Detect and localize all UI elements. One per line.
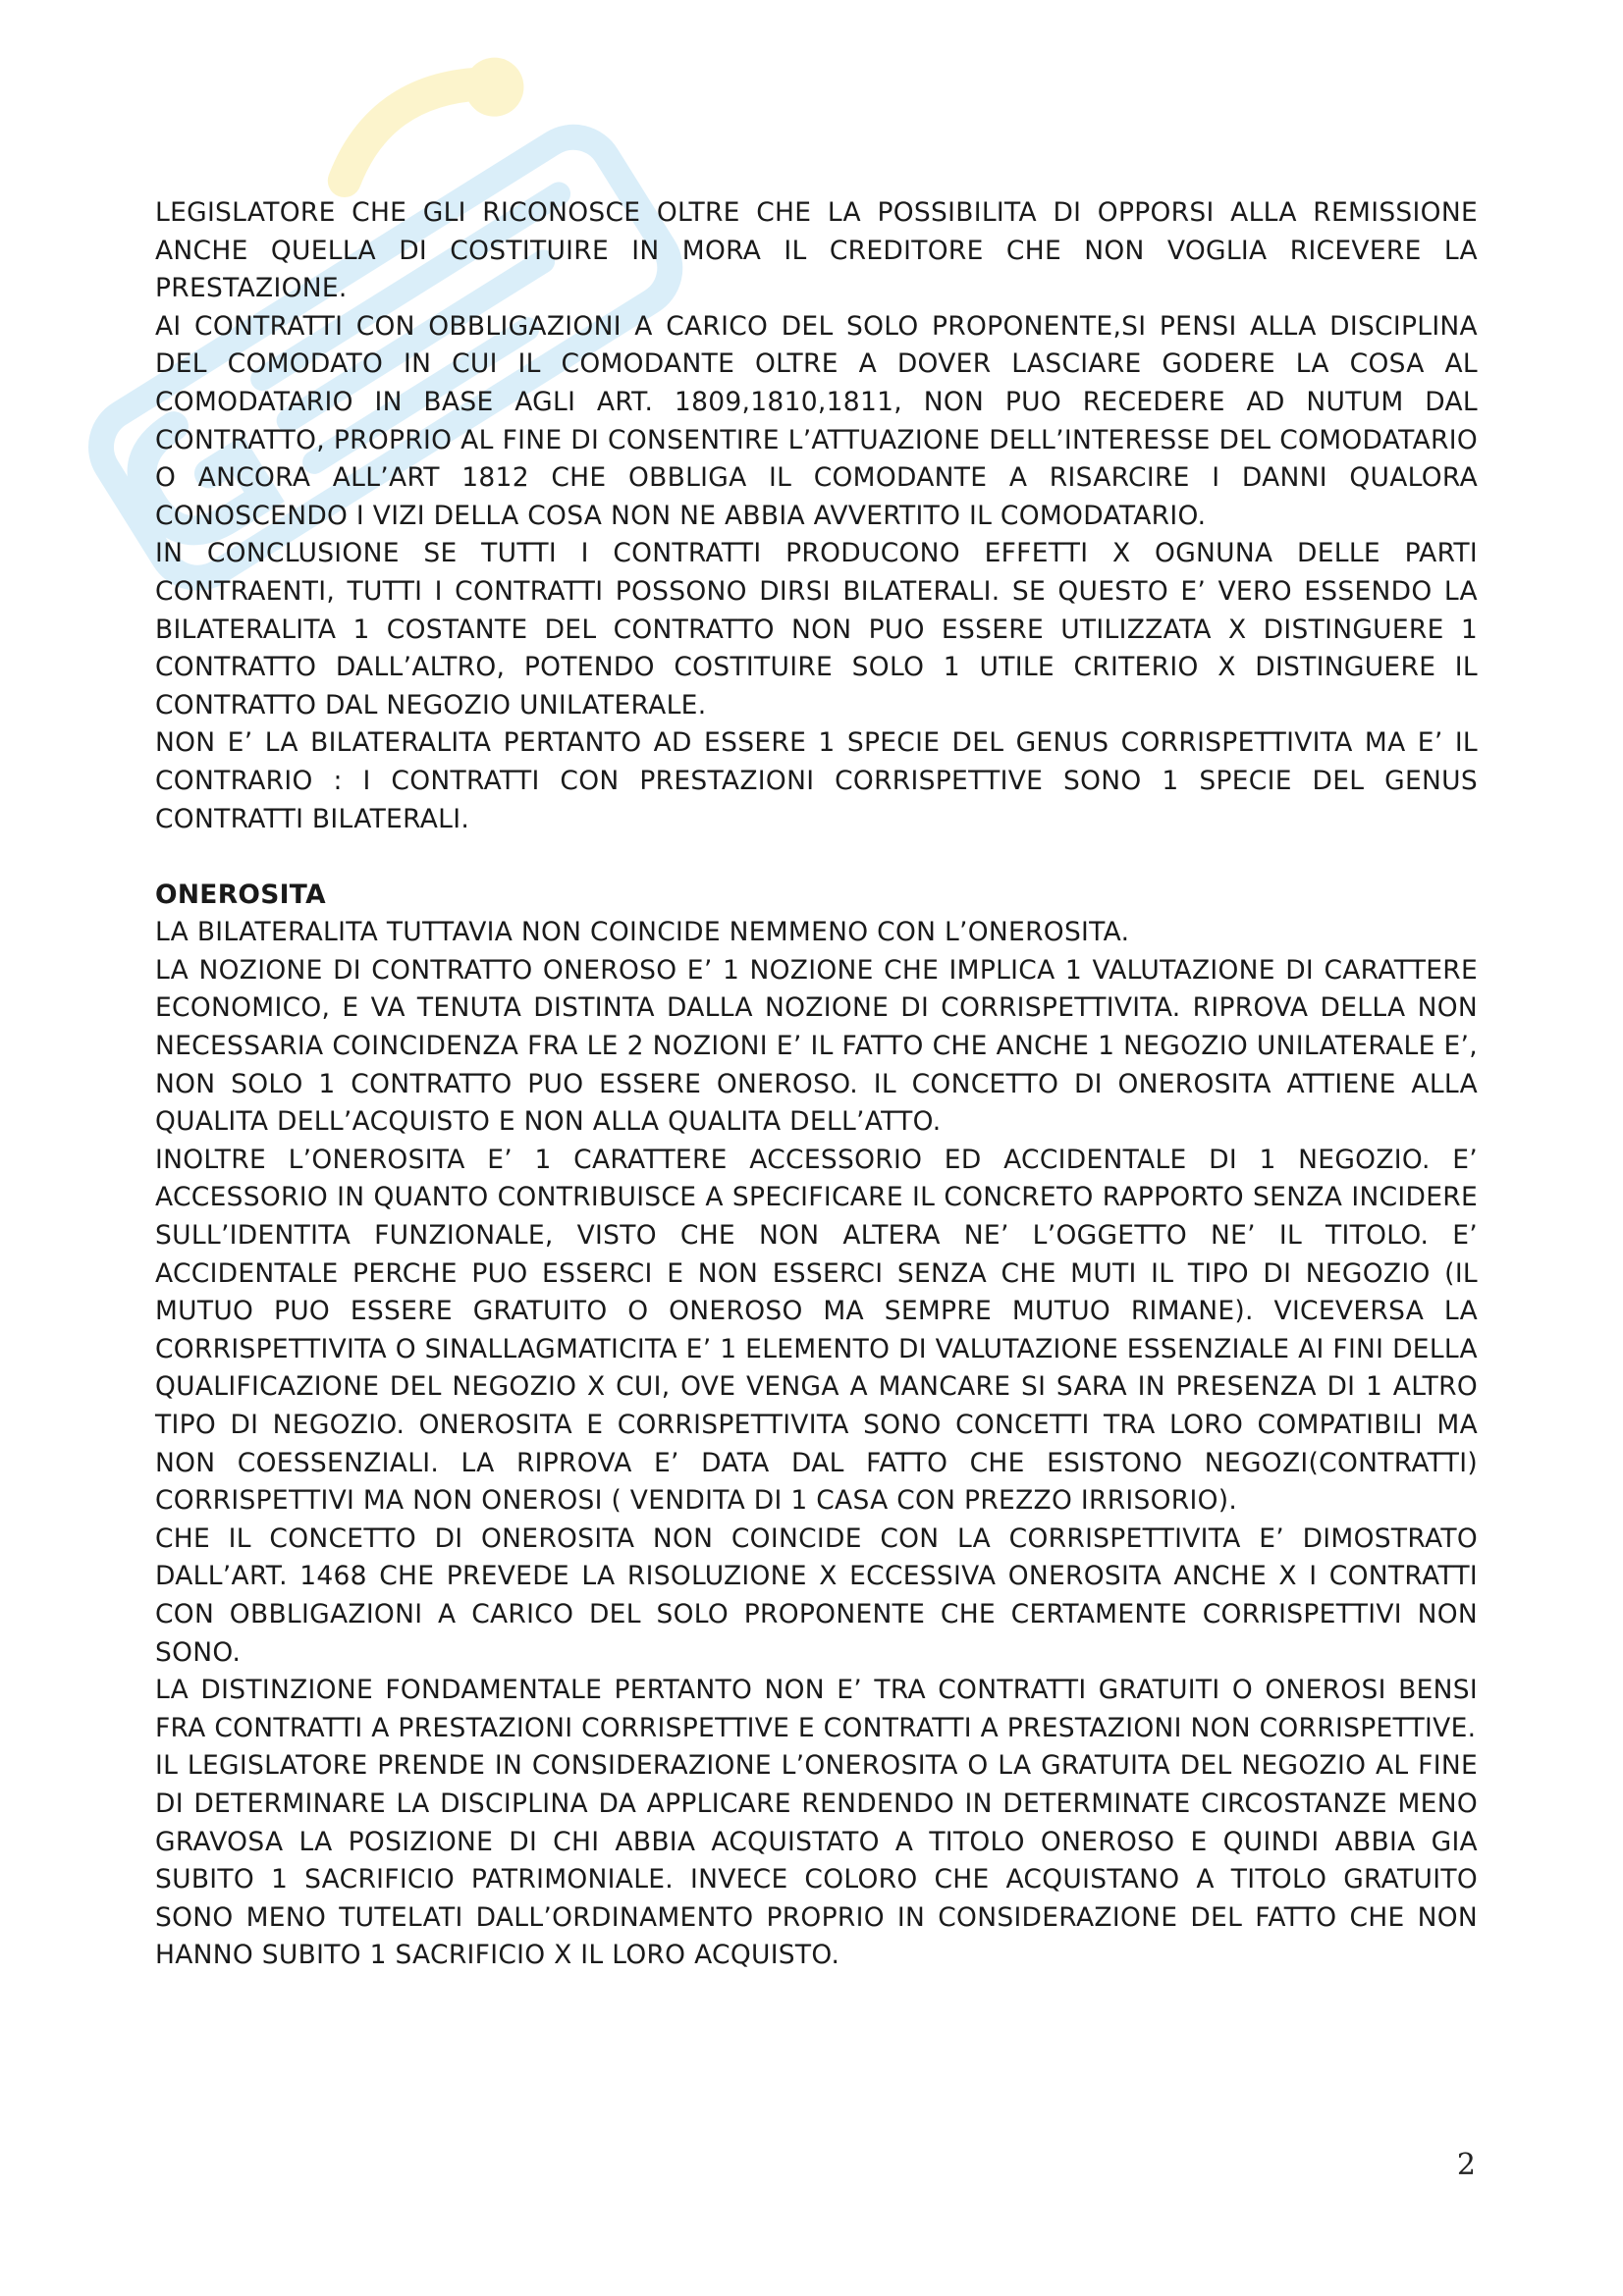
- paragraph: LA DISTINZIONE FONDAMENTALE PERTANTO NON E’ TRA CONTRATTI GRATUITI O ONEROSI BENSI FRA CONTRATTI A PRESTAZIONI CORRISPETTIVE E CONTRATTI A PRESTAZIONI NON CORRISPETTIVE.: [155, 1675, 1478, 1743]
- paragraph: CHE IL CONCETTO DI ONEROSITA NON COINCIDE CON LA CORRISPETTIVITA E’ DIMOSTRATO DALL’ART. 1468 CHE PREVEDE LA RISOLUZIONE X ECCESSIVA ONEROSITA ANCHE X I CONTRATTI CON OBBLIGAZIONI A CARICO DEL SOLO PROPONENTE CHE CERTAMENTE CORRISPETTIVI NON SONO.: [155, 1522, 1478, 1668]
- paragraph: IL LEGISLATORE PRENDE IN CONSIDERAZIONE L’ONEROSITA O LA GRATUITA DEL NEGOZIO AL FINE DI DETERMINARE LA DISCIPLINA DA APPLICARE RENDENDO IN DETERMINATE CIRCOSTANZE MENO GRAVOSA LA POSIZIONE DI CHI ABBIA ACQUISTATO A TITOLO ONEROSO E QUINDI ABBIA GIA SUBITO 1 SACRIFICIO PATRIMONIALE. INVECE COLORO CHE ACQUISTANO A TITOLO GRATUITO SONO MENO TUTELATI DALL’ORDINAMENTO PROPRIO IN CONSIDERAZIONE DEL FATTO CHE NON HANNO SUBITO 1 SACRIFICIO X IL LORO ACQUISTO.: [155, 1750, 1478, 1971]
- paragraph: INOLTRE L’ONEROSITA E’ 1 CARATTERE ACCESSORIO ED ACCIDENTALE DI 1 NEGOZIO. E’ ACCESSORIO IN QUANTO CONTRIBUISCE A SPECIFICARE IL CONCRETO RAPPORTO SENZA INCIDERE SULL’IDENTITA FUNZIONALE, VISTO CHE NON ALTERA NE’ L’OGGETTO NE’ IL TITOLO. E’ ACCIDENTALE PERCHE PUO ESSERCI E NON ESSERCI SENZA CHE MUTI IL TIPO DI NEGOZIO (IL MUTUO PUO ESSERE GRATUITO O ONEROSO MA SEMPRE MUTUO RIMANE). VICEVERSA LA CORRISPETTIVITA O SINALLAGMATICITA E’ 1 ELEMENTO DI VALUTAZIONE ESSENZIALE AI FINI DELLA QUALIFICAZIONE DEL NEGOZIO X CUI, OVE VENGA A MANCARE SI SARA IN PRESENZA DI 1 ALTRO TIPO DI NEGOZIO. ONEROSITA E CORRISPETTIVITA SONO CONCETTI TRA LORO COMPATIBILI MA NON COESSENZIALI. LA RIPROVA E’ DATA DAL FATTO CHE ESISTONO NEGOZI(CONTRATTI) CORRISPETTIVI MA NON ONEROSI ( VENDITA DI 1 CASA CON PREZZO IRRISORIO).: [155, 1144, 1478, 1517]
- paragraph: AI CONTRATTI CON OBBLIGAZIONI A CARICO DEL SOLO PROPONENTE,SI PENSI ALLA DISCIPLINA DEL COMODATO IN CUI IL COMODANTE OLTRE A DOVER LASCIARE GODERE LA COSA AL COMODATARIO IN BASE AGLI ART. 1809,1810,1811, NON PUO RECEDERE AD NUTUM DAL CONTRATTO, PROPRIO AL FINE DI CONSENTIRE L’ATTUAZIONE DELL’INTERESSE DEL COMODATARIO O ANCORA ALL’ART 1812 CHE OBBLIGA IL COMODANTE A RISARCIRE I DANNI QUALORA CONOSCENDO I VIZI DELLA COSA NON NE ABBIA AVVERTITO IL COMODATARIO.: [155, 310, 1478, 531]
- paragraph: NON E’ LA BILATERALITA PERTANTO AD ESSERE 1 SPECIE DEL GENUS CORRISPETTIVITA MA E’ IL CONTRARIO : I CONTRATTI CON PRESTAZIONI CORRISPETTIVE SONO 1 SPECIE DEL GENUS CONTRATTI BILATERALI.: [155, 727, 1478, 834]
- paragraph: LEGISLATORE CHE GLI RICONOSCE OLTRE CHE LA POSSIBILITA DI OPPORSI ALLA REMISSIONE ANCHE QUELLA DI COSTITUIRE IN MORA IL CREDITORE CHE NON VOGLIA RICEVERE LA PRESTAZIONE.: [155, 197, 1478, 304]
- section-heading: ONEROSITA: [155, 879, 326, 910]
- blank-line: [155, 838, 1478, 877]
- page-number: 2: [1456, 2148, 1476, 2182]
- document-body: [155, 194, 1478, 1975]
- paragraph: IN CONCLUSIONE SE TUTTI I CONTRATTI PRODUCONO EFFETTI X OGNUNA DELLE PARTI CONTRAENTI, TUTTI I CONTRATTI POSSONO DIRSI BILATERALI. SE QUESTO E’ VERO ESSENDO LA BILATERALITA 1 COSTANTE DEL CONTRATTO NON PUO ESSERE UTILIZZATA X DISTINGUERE 1 CONTRATTO DALL’ALTRO, POTENDO COSTITUIRE SOLO 1 UTILE CRITERIO X DISTINGUERE IL CONTRATTO DAL NEGOZIO UNILATERALE.: [155, 538, 1478, 721]
- paragraph: LA NOZIONE DI CONTRATTO ONEROSO E’ 1 NOZIONE CHE IMPLICA 1 VALUTAZIONE DI CARATTERE ECONOMICO, E VA TENUTA DISTINTA DALLA NOZIONE DI CORRISPETTIVITA. RIPROVA DELLA NON NECESSARIA COINCIDENZA FRA LE 2 NOZIONI E’ IL FATTO CHE ANCHE 1 NEGOZIO UNILATERALE E’, NON SOLO 1 CONTRATTO PUO ESSERE ONEROSO. IL CONCETTO DI ONEROSITA ATTIENE ALLA QUALITA DELL’ACQUISTO E NON ALLA QUALITA DELL’ATTO.: [155, 954, 1478, 1138]
- paragraph: LA BILATERALITA TUTTAVIA NON COINCIDE NEMMENO CON L’ONEROSITA.: [155, 917, 1130, 948]
